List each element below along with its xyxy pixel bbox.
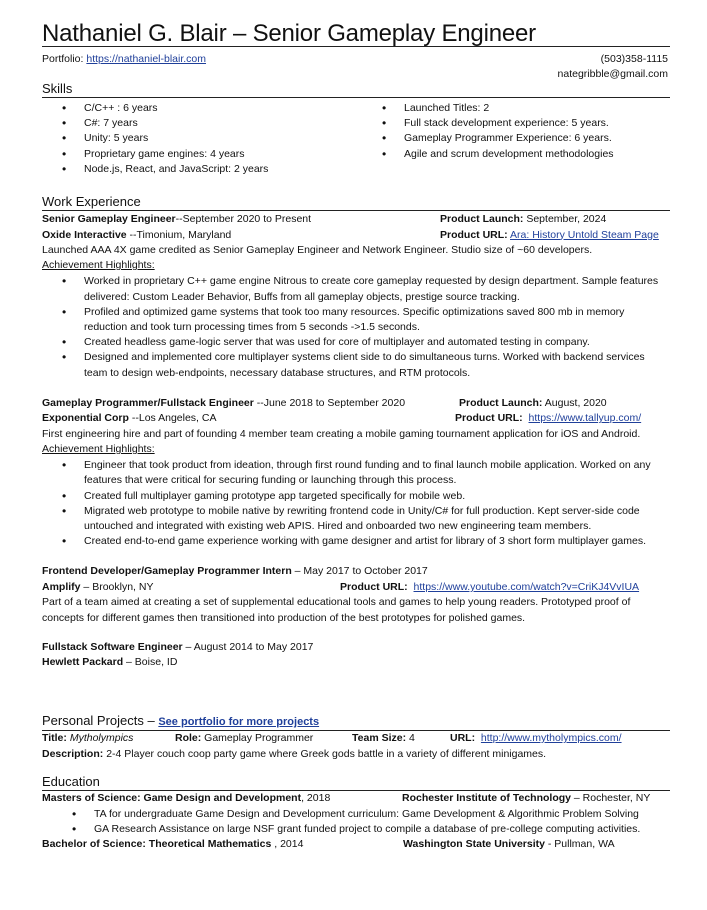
job-dates: --June 2018 to September 2020 [253, 396, 406, 409]
product-url-label: Product URL: [340, 580, 408, 593]
product-url-label: Product URL: [440, 228, 508, 241]
job-company: Oxide Interactive [42, 228, 127, 241]
list-item: • Migrated web prototype to mobile native by rewriting frontend code in Unity/C# for full production. Kept server-side code untouched and integrated with existing web APIS. Hired and onboarded two new engineering team members. [42, 504, 670, 534]
job-role: Senior Gameplay Engineer [42, 213, 176, 225]
job-company: Hewlett Packard [42, 656, 124, 669]
work-heading: Work Experience [42, 194, 670, 211]
project-role-label: Role: [175, 732, 202, 744]
projects-heading [42, 713, 670, 731]
job-company: Amplify [42, 580, 81, 593]
ms-details-list [42, 807, 670, 837]
job-dates: --September 2020 to Present [175, 213, 312, 225]
launch-date: September, 2024 [523, 213, 607, 225]
job-hp [42, 640, 670, 671]
achievement-list [42, 274, 670, 380]
list-item: • C#: 7 years [42, 116, 350, 131]
skills-section [42, 81, 670, 177]
project-role: Gameplay Programmer [204, 732, 314, 744]
list-item: • Unity: 5 years [42, 131, 350, 146]
job-dates: – May 2017 to October 2017 [291, 565, 428, 578]
ms-year: , 2018 [301, 792, 331, 804]
achievement-list [42, 458, 670, 549]
job-location: – Boise, ID [123, 656, 178, 669]
product-url-link[interactable]: Ara: History Untold Steam Page [510, 228, 659, 241]
project-info-row [42, 731, 670, 747]
projects-title: Personal Projects – [42, 713, 159, 728]
job-role: Frontend Developer/Gameplay Programmer Intern [42, 565, 292, 578]
list-item: • C/C++ : 6 years [42, 101, 350, 116]
product-url-link[interactable]: https://www.tallyup.com/ [528, 412, 642, 425]
skills-left-list [42, 101, 350, 177]
list-item: • Node.js, React, and JavaScript: 2 years [42, 162, 350, 177]
bs-degree: Bachelor of Science: Theoretical Mathematics [42, 837, 272, 850]
list-item: • Profiled and optimized game systems that took too many resources. Specific optimizations saved 800 mb in memory reduction and took turn processing times from 5 seconds ->1.5 seconds. [42, 305, 670, 335]
job-summary: Part of a team aimed at creating a set of supplemental educational tools and games to help young readers. Prototyped proof of concepts for different games then transitioned into production of the best prototypes for polished games. [42, 596, 631, 624]
team-size-label: Team Size: [352, 732, 407, 744]
launch-label: Product Launch: [440, 213, 524, 225]
project-title: Mytholympics [69, 732, 134, 744]
phone-number: (503)358-1115 [600, 53, 668, 65]
skills-heading: Skills [42, 81, 670, 98]
portfolio-projects-link[interactable]: See portfolio for more projects [158, 716, 320, 728]
product-url-link[interactable]: https://www.youtube.com/watch?v=CriKJ4VvIUA [413, 580, 640, 593]
launch-label: Product Launch: [459, 396, 543, 409]
list-item: • Proprietary game engines: 4 years [42, 147, 350, 162]
list-item: • Created full multiplayer gaming prototype app targeted specifically for mobile web. [42, 489, 670, 504]
title-divider [42, 46, 670, 47]
bs-school: Washington State University [403, 837, 545, 850]
job-oxide [42, 212, 670, 381]
team-size: 4 [409, 732, 415, 744]
list-item: • Worked in proprietary C++ game engine Nitrous to create core gameplay requested by design department. Sample features delivered: Custom Leader Behavior, Buffs from all gameplay objects, prestige source tracking. [42, 274, 670, 304]
ms-location: – Rochester, NY [570, 792, 651, 804]
list-item: • Created headless game-logic server that was used for core of multiplayer and automated testing in company. [42, 335, 670, 350]
job-summary: Launched AAA 4X game credited as Senior Gameplay Engineer and Network Engineer. Studio size of ~60 developers. [42, 244, 593, 256]
list-item: • Gameplay Programmer Experience: 6 years. [362, 131, 670, 146]
job-location: --Los Angeles, CA [128, 412, 217, 425]
contact-block [42, 52, 670, 80]
job-location: – Brooklyn, NY [80, 580, 154, 593]
project-url-link[interactable]: http://www.mytholympics.com/ [480, 732, 622, 744]
list-item: • Agile and scrum development methodologies [362, 147, 670, 162]
job-location: --Timonium, Maryland [126, 228, 232, 241]
ms-degree: Masters of Science: Game Design and Development [42, 792, 302, 804]
list-item: • Designed and implemented core multiplayer systems client side to do simultaneous turns. Worked with backend services team to design web-endpoints, necessary database structures, and RTM protocols. [42, 350, 670, 380]
project-title-label: Title: [42, 732, 67, 744]
education-heading: Education [42, 774, 670, 791]
achievement-heading: Achievement Highlights: [42, 443, 155, 456]
project-description: 2-4 Player couch coop party game where Greek gods battle in a variety of different minigames. [106, 747, 547, 760]
description-label: Description: [42, 747, 104, 760]
portfolio-label: Portfolio: [42, 53, 84, 65]
list-item: • Full stack development experience: 5 years. [362, 116, 670, 131]
list-item: • Created end-to-end game experience working with game designer and artist for library of 3 short form multiplayer games. [42, 534, 670, 549]
job-dates: – August 2014 to May 2017 [182, 640, 314, 653]
project-url-label: URL: [450, 732, 476, 744]
job-role: Fullstack Software Engineer [42, 640, 183, 653]
project-description-row [42, 747, 670, 763]
projects-section [42, 713, 670, 762]
job-company: Exponential Corp [42, 412, 129, 425]
work-section [42, 194, 670, 671]
list-item: • Engineer that took product from ideation, through first round funding and to final launch mobile application. Worked on any features that were critical for securing funding or launching through this process. [42, 458, 670, 488]
job-role: Gameplay Programmer/Fullstack Engineer [42, 396, 254, 409]
launch-date: August, 2020 [542, 396, 607, 409]
list-item: • TA for undergraduate Game Design and Development curriculum: Game Development & Algorithmic Problem Solving [42, 807, 670, 822]
ms-school: Rochester Institute of Technology [402, 792, 571, 804]
page-title: Nathaniel G. Blair – Senior Gameplay Engineer [42, 20, 536, 47]
bs-location: - Pullman, WA [544, 837, 615, 850]
email-address: nategribble@gmail.com [557, 68, 668, 80]
product-url-label: Product URL: [455, 412, 523, 425]
education-section [42, 774, 670, 852]
list-item: • Launched Titles: 2 [362, 101, 670, 116]
job-summary: First engineering hire and part of founding 4 member team creating a mobile gaming tournament application for iOS and Android. [42, 427, 641, 440]
skills-right-list [362, 101, 670, 177]
list-item: • GA Research Assistance on large NSF grant funded project to compile a database of pre-college computing activities. [42, 822, 670, 837]
contact-right [558, 52, 668, 82]
bs-year: , 2014 [271, 837, 304, 850]
job-amplify [42, 564, 670, 625]
portfolio-link[interactable]: https://nathaniel-blair.com [86, 53, 207, 65]
achievement-heading: Achievement Highlights: [42, 259, 155, 272]
job-exponential [42, 396, 670, 550]
